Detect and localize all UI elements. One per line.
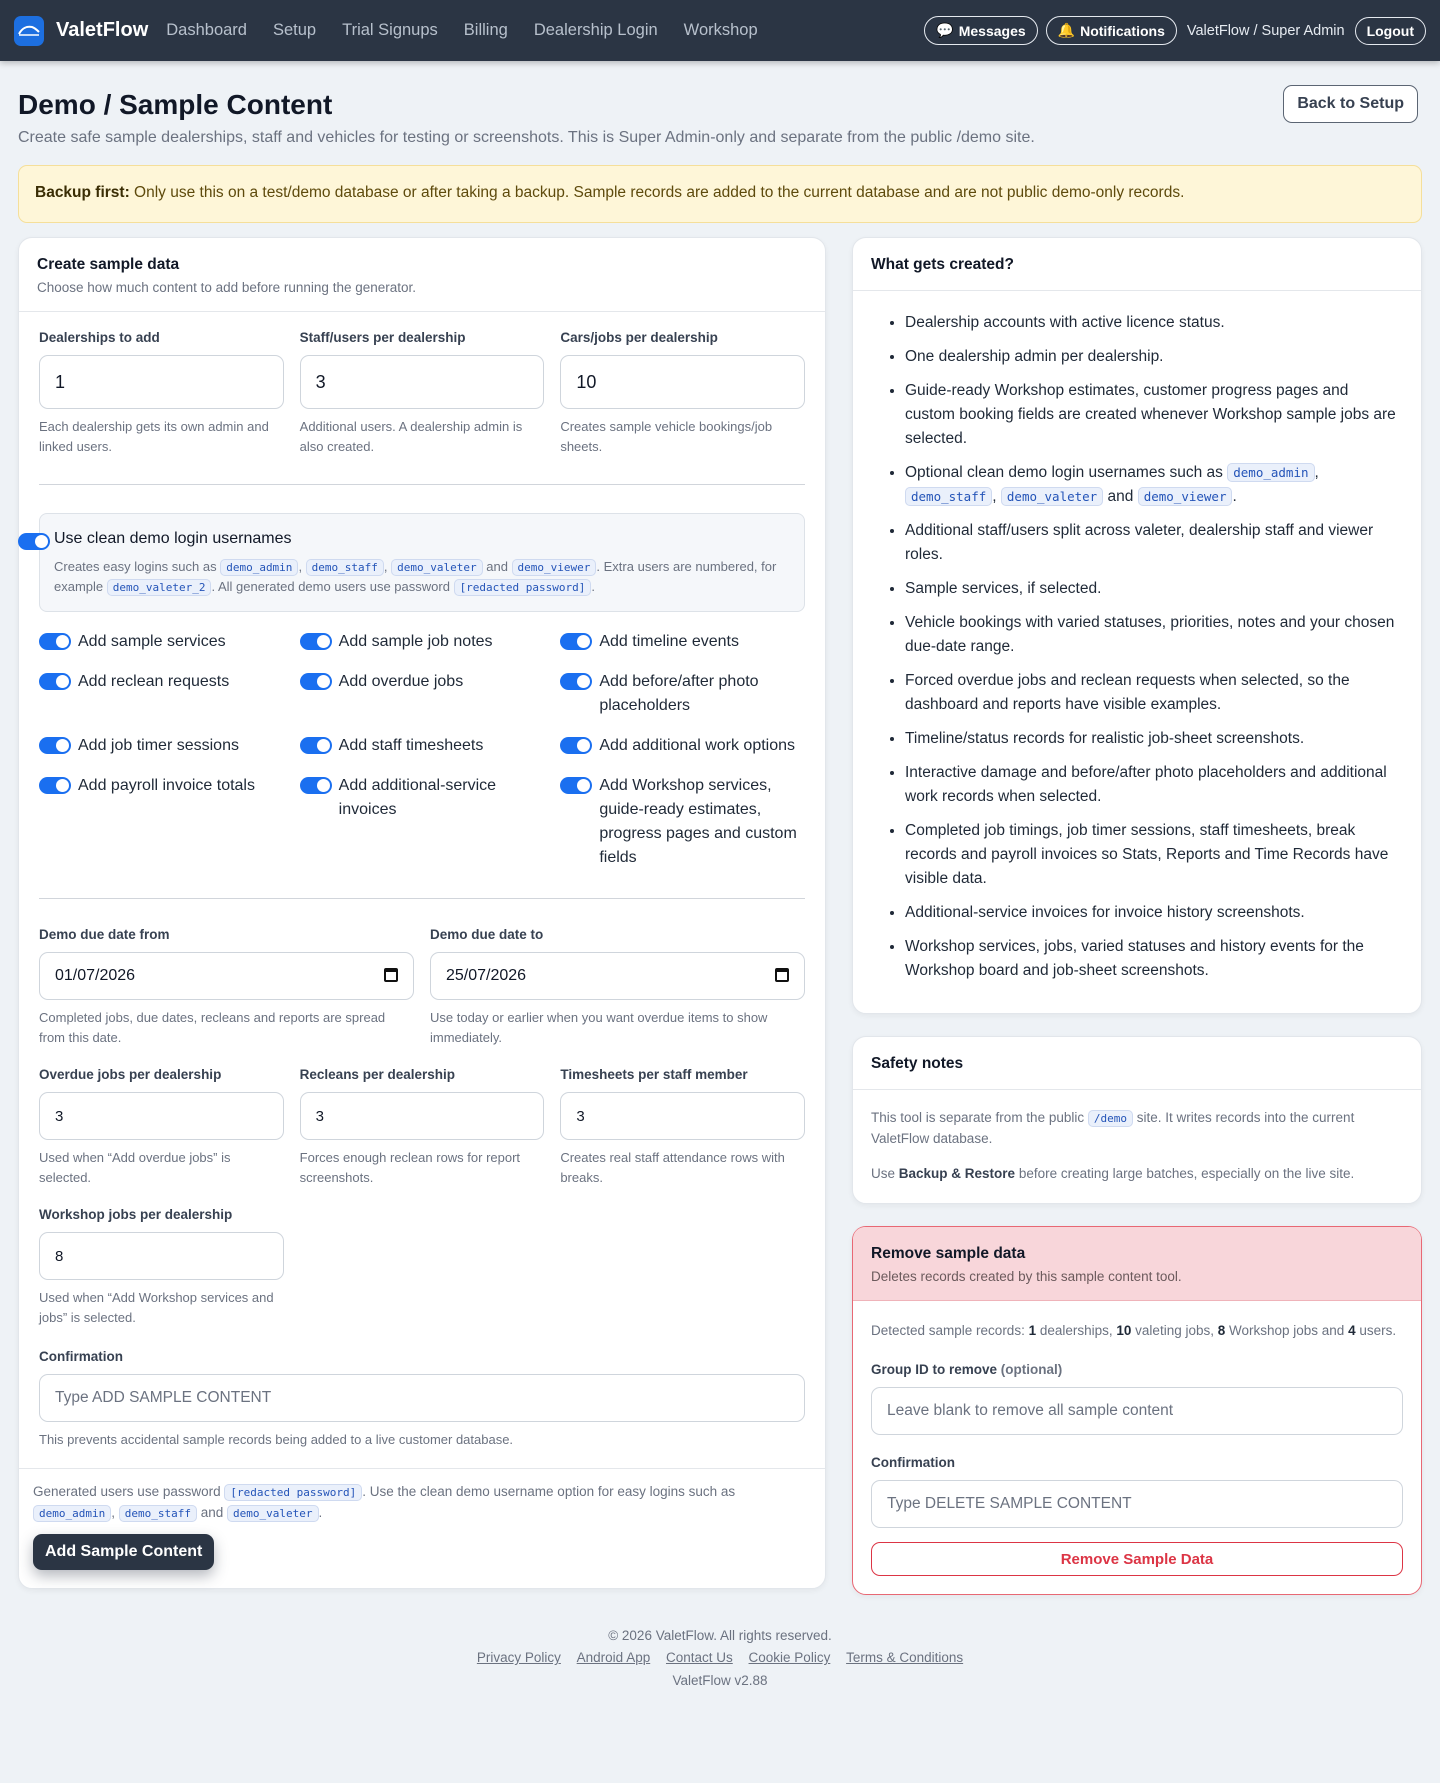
date-row xyxy=(39,927,805,1047)
app-version: ValetFlow v2.88 xyxy=(672,1672,768,1688)
toggle-payroll-invoices[interactable] xyxy=(39,774,284,870)
switch-icon[interactable] xyxy=(560,633,592,650)
group-id-label: Group ID to remove (optional) xyxy=(871,1362,1063,1378)
code-demo-staff: demo_staff xyxy=(119,1505,197,1522)
safety-card-header xyxy=(853,1037,1421,1090)
nav-right xyxy=(924,16,1426,45)
date-from-group xyxy=(39,927,414,1047)
create-footer xyxy=(19,1468,825,1588)
safety-notes-card xyxy=(852,1036,1422,1204)
confirmation-label: Confirmation xyxy=(39,1349,123,1365)
alert-bold: Backup first: xyxy=(35,184,130,201)
workshop-input[interactable] xyxy=(39,1232,284,1280)
calendar-icon[interactable] xyxy=(775,968,789,982)
switch-icon[interactable] xyxy=(300,777,332,794)
recleans-input[interactable] xyxy=(300,1092,545,1140)
date-to-group xyxy=(430,927,805,1047)
toggle-reclean-requests[interactable] xyxy=(39,670,284,718)
list-item: • Optional clean demo login usernames such as demo_admin , demo_staff , demo_valeter and demo_viewer . xyxy=(905,461,1401,509)
toggle-photo-placeholders[interactable] xyxy=(560,670,805,718)
cars-help: Creates sample vehicle bookings/job sheets. xyxy=(560,419,773,454)
switch-icon[interactable] xyxy=(300,737,332,754)
nav-link-setup[interactable]: Setup xyxy=(272,21,317,39)
code-demo-staff: demo_staff xyxy=(306,559,384,576)
code-demo-valeter-2: demo_valeter_2 xyxy=(107,579,212,596)
date-from-help: Completed jobs, due dates, recleans and reports are spread from this date. xyxy=(39,1010,386,1045)
create-card-header xyxy=(19,238,825,312)
notifications-button[interactable] xyxy=(1046,16,1177,45)
clean-usernames-desc: Creates easy logins such as demo_admin , demo_staff , demo_valeter and demo_viewer . Extra users are numbered, for example demo_valeter_2 . All generated demo users use password [redacted password] . xyxy=(54,559,777,595)
contact-us-link[interactable]: Contact Us xyxy=(665,1650,733,1666)
brand-name: ValetFlow xyxy=(56,19,149,41)
staff-label: Staff/users per dealership xyxy=(299,330,466,345)
toggle-label: Add staff timesheets xyxy=(338,737,484,755)
timesheets-input[interactable] xyxy=(560,1092,805,1140)
list-item: • One dealership admin per dealership. xyxy=(905,345,1401,369)
chat-bubble-icon: 💬 xyxy=(936,22,954,38)
list-item: • Additional staff/users split across valeter, dealership staff and viewer roles. xyxy=(905,519,1401,567)
what-card-title: What gets created? xyxy=(871,256,1014,273)
messages-button[interactable] xyxy=(924,16,1037,45)
overdue-group xyxy=(39,1067,284,1187)
code-password: [redacted password] xyxy=(454,579,592,596)
recleans-group xyxy=(300,1067,545,1187)
current-user: ValetFlow / Super Admin xyxy=(1186,22,1345,39)
switch-icon[interactable] xyxy=(300,633,332,650)
top-navbar xyxy=(0,0,1440,61)
list-item: • Workshop services, jobs, varied statuses and history events for the Workshop board and job-sheet screenshots. xyxy=(905,935,1401,983)
dealerships-help: Each dealership gets its own admin and linked users. xyxy=(39,419,269,454)
recleans-label: Recleans per dealership xyxy=(299,1067,455,1083)
list-item: • Additional-service invoices for invoice history screenshots. xyxy=(905,901,1401,925)
switch-icon[interactable] xyxy=(560,673,592,690)
overdue-input[interactable] xyxy=(39,1092,284,1140)
confirmation-help: This prevents accidental sample records being added to a live customer database. xyxy=(39,1432,514,1448)
timesheets-help: Creates real staff attendance rows with breaks. xyxy=(560,1150,785,1185)
date-to-input[interactable] xyxy=(430,952,805,1000)
code-demo-admin: demo_admin xyxy=(1227,463,1314,482)
switch-icon[interactable] xyxy=(560,737,592,754)
cars-input[interactable] xyxy=(560,355,805,409)
backup-warning-alert xyxy=(18,165,1422,223)
remove-card-header xyxy=(853,1227,1421,1301)
list-item: • Completed job timings, job timer sessions, staff timesheets, break records and payroll invoices so Stats, Reports and Time Records have visible data. xyxy=(905,819,1401,891)
staff-input[interactable] xyxy=(300,355,545,409)
switch-icon[interactable] xyxy=(39,777,71,794)
page-title: Demo / Sample Content xyxy=(18,89,333,120)
create-card-subtitle: Choose how much content to add before running the generator. xyxy=(37,280,417,295)
staff-help: Additional users. A dealership admin is also created. xyxy=(299,419,523,454)
car-logo-icon xyxy=(14,16,44,46)
date-from-label: Demo due date from xyxy=(39,927,170,943)
overdue-help: Used when “Add overdue jobs” is selected. xyxy=(39,1150,231,1185)
date-to-label: Demo due date to xyxy=(430,927,544,943)
privacy-policy-link[interactable]: Privacy Policy xyxy=(476,1650,561,1666)
toggle-job-timer-sessions[interactable] xyxy=(39,734,284,758)
android-app-link[interactable]: Android App xyxy=(576,1650,651,1666)
dealerships-input[interactable] xyxy=(39,355,284,409)
terms-link[interactable]: Terms & Conditions xyxy=(846,1650,964,1666)
dealerships-label: Dealerships to add xyxy=(39,330,160,345)
workshop-label: Workshop jobs per dealership xyxy=(39,1207,233,1223)
code-demo-viewer: demo_viewer xyxy=(512,559,597,576)
nav-link-workshop[interactable]: Workshop xyxy=(683,21,758,39)
toggle-label: Add payroll invoice totals xyxy=(78,777,255,795)
brand[interactable] xyxy=(14,16,148,46)
safety-card-title: Safety notes xyxy=(871,1055,964,1073)
copyright: © 2026 ValetFlow. All rights reserved. xyxy=(608,1628,832,1644)
main-container xyxy=(0,61,1440,1712)
code-demo-valeter: demo_valeter xyxy=(227,1505,318,1522)
list-item: • Dealership accounts with active licence status. xyxy=(905,311,1401,335)
divider xyxy=(39,484,805,485)
cookie-policy-link[interactable]: Cookie Policy xyxy=(748,1650,831,1666)
toggle-sample-job-notes[interactable] xyxy=(300,630,545,654)
what-list xyxy=(853,291,1421,1013)
page-header xyxy=(18,61,1422,147)
switch-icon[interactable] xyxy=(39,633,71,650)
list-item: • Guide-ready Workshop estimates, customer progress pages and custom booking fields are created whenever Workshop sample jobs are selected. xyxy=(905,379,1401,451)
bell-icon: 🔔 xyxy=(1057,22,1076,38)
toggle-label: Add sample services xyxy=(78,633,226,651)
date-from-wrapper xyxy=(39,952,414,1000)
clean-usernames-toggle[interactable] xyxy=(18,533,50,550)
safety-note-1: This tool is separate from the public /demo site. It writes records into the current ValetFlow database. xyxy=(871,1110,1355,1147)
safety-card-body xyxy=(853,1090,1421,1203)
toggle-timeline-events[interactable] xyxy=(560,630,805,654)
toggle-label: Add sample job notes xyxy=(338,633,493,651)
code-password: [redacted password] xyxy=(224,1484,362,1501)
page-footer xyxy=(18,1595,1422,1712)
code-demo-valeter: demo_valeter xyxy=(391,559,482,576)
timesheets-label: Timesheets per staff member xyxy=(560,1067,748,1083)
remove-confirmation-label: Confirmation xyxy=(871,1455,955,1471)
calendar-icon[interactable] xyxy=(384,968,398,982)
workshop-row xyxy=(39,1207,805,1327)
what-card-header xyxy=(853,238,1421,291)
remove-card-body xyxy=(853,1301,1421,1594)
code-demo-admin: demo_admin xyxy=(220,559,298,576)
cars-group xyxy=(560,330,805,456)
messages-label: Messages xyxy=(958,22,1026,39)
content-columns xyxy=(18,237,1422,1595)
list-item: • Interactive damage and before/after photo placeholders and additional work records when selected. xyxy=(905,761,1401,809)
page-subtitle: Create safe sample dealerships, staff and vehicles for testing or screenshots. This is Super Admin-only and separate from the public /demo site. xyxy=(18,129,1035,146)
right-column xyxy=(852,237,1422,1595)
list-item: • Sample services, if selected. xyxy=(905,577,1401,601)
toggle-additional-service-invoices[interactable] xyxy=(300,774,545,870)
workshop-group xyxy=(39,1207,284,1327)
date-to-wrapper xyxy=(430,952,805,1000)
group-id-input[interactable] xyxy=(871,1387,1403,1435)
code-demo-viewer: demo_viewer xyxy=(1138,487,1233,506)
create-footer-text: Generated users use password [redacted password] . Use the clean demo username option for easy logins such as demo_admin , demo_staff and demo_valeter . xyxy=(33,1483,736,1521)
remove-confirmation-input[interactable] xyxy=(871,1480,1403,1528)
list-item: • Vehicle bookings with varied statuses, priorities, notes and your chosen due-date range. xyxy=(905,611,1401,659)
detected-records: Detected sample records: 1 dealerships, 10 valeting jobs, 8 Workshop jobs and 4 users. xyxy=(871,1323,1397,1339)
confirmation-group xyxy=(39,1349,805,1450)
alert-text: Only use this on a test/demo database or after taking a backup. Sample records are added to the current database and are not public demo-only records. xyxy=(129,184,1185,201)
toggle-label: Add additional-service invoices xyxy=(338,777,497,819)
code-demo-admin: demo_admin xyxy=(33,1505,111,1522)
toggle-label: Add timeline events xyxy=(599,633,739,651)
create-card-body xyxy=(19,312,825,1450)
code-demo-valeter: demo_valeter xyxy=(1001,487,1103,506)
remove-card-subtitle: Deletes records created by this sample content tool. xyxy=(871,1269,1182,1285)
create-card-title: Create sample data xyxy=(37,256,180,273)
footer-links xyxy=(18,1647,1422,1669)
nav-link-dashboard[interactable]: Dashboard xyxy=(166,21,247,39)
recleans-help: Forces enough reclean rows for report screenshots. xyxy=(299,1150,521,1185)
clean-usernames-box xyxy=(39,513,805,612)
code-demo-path: /demo xyxy=(1088,1110,1133,1127)
cars-label: Cars/jobs per dealership xyxy=(560,330,718,345)
toggle-label: Add job timer sessions xyxy=(78,737,239,755)
toggle-staff-timesheets[interactable] xyxy=(300,734,545,758)
counts-row xyxy=(39,330,805,456)
list-item: • Forced overdue jobs and reclean requests when selected, so the dashboard and reports have visible examples. xyxy=(905,669,1401,717)
notifications-label: Notifications xyxy=(1080,22,1165,39)
workshop-help: Used when “Add Workshop services and jobs” is selected. xyxy=(39,1290,274,1325)
dealerships-group xyxy=(39,330,284,456)
remove-sample-card xyxy=(852,1226,1422,1595)
code-demo-staff: demo_staff xyxy=(905,487,992,506)
remove-sample-data-button[interactable]: Remove Sample Data xyxy=(871,1542,1403,1576)
toggle-label: Add Workshop services, guide-ready estimates, progress pages and custom fields xyxy=(599,777,797,867)
toggle-label: Add overdue jobs xyxy=(338,673,464,691)
logout-button[interactable]: Logout xyxy=(1355,17,1426,45)
list-item: • Timeline/status records for realistic job-sheet screenshots. xyxy=(905,727,1401,751)
staff-group xyxy=(300,330,545,456)
overdue-label: Overdue jobs per dealership xyxy=(39,1067,222,1083)
nav-links xyxy=(166,21,757,40)
back-to-setup-button[interactable]: Back to Setup xyxy=(1283,85,1418,123)
toggle-additional-work[interactable] xyxy=(560,734,805,758)
toggle-overdue-jobs[interactable] xyxy=(300,670,545,718)
switch-icon[interactable] xyxy=(39,673,71,690)
toggle-workshop-services[interactable] xyxy=(560,774,805,870)
create-sample-card xyxy=(18,237,826,1589)
toggle-label: Add additional work options xyxy=(599,737,796,755)
switch-icon[interactable] xyxy=(300,673,332,690)
date-from-input[interactable] xyxy=(39,952,414,1000)
remove-card-title: Remove sample data xyxy=(871,1245,1026,1263)
extra-counts-row xyxy=(39,1067,805,1187)
option-toggles xyxy=(39,630,805,870)
toggle-label: Add reclean requests xyxy=(78,673,230,691)
nav-link-trial-signups[interactable]: Trial Signups xyxy=(342,21,438,39)
switch-icon[interactable] xyxy=(39,737,71,754)
nav-link-dealership-login[interactable]: Dealership Login xyxy=(533,21,658,39)
toggle-label: Add before/after photo placeholders xyxy=(599,673,759,715)
toggle-sample-services[interactable] xyxy=(39,630,284,654)
timesheets-group xyxy=(560,1067,805,1187)
nav-link-billing[interactable]: Billing xyxy=(463,21,508,39)
divider xyxy=(39,898,805,899)
clean-usernames-title: Use clean demo login usernames xyxy=(54,530,292,547)
switch-icon[interactable] xyxy=(560,777,592,794)
add-sample-content-button[interactable]: Add Sample Content xyxy=(33,1534,214,1570)
add-confirmation-input[interactable] xyxy=(39,1374,805,1422)
date-to-help: Use today or earlier when you want overdue items to show immediately. xyxy=(430,1010,768,1045)
safety-note-2: Use Backup & Restore before creating large batches, especially on the live site. xyxy=(871,1166,1355,1182)
what-gets-created-card xyxy=(852,237,1422,1014)
